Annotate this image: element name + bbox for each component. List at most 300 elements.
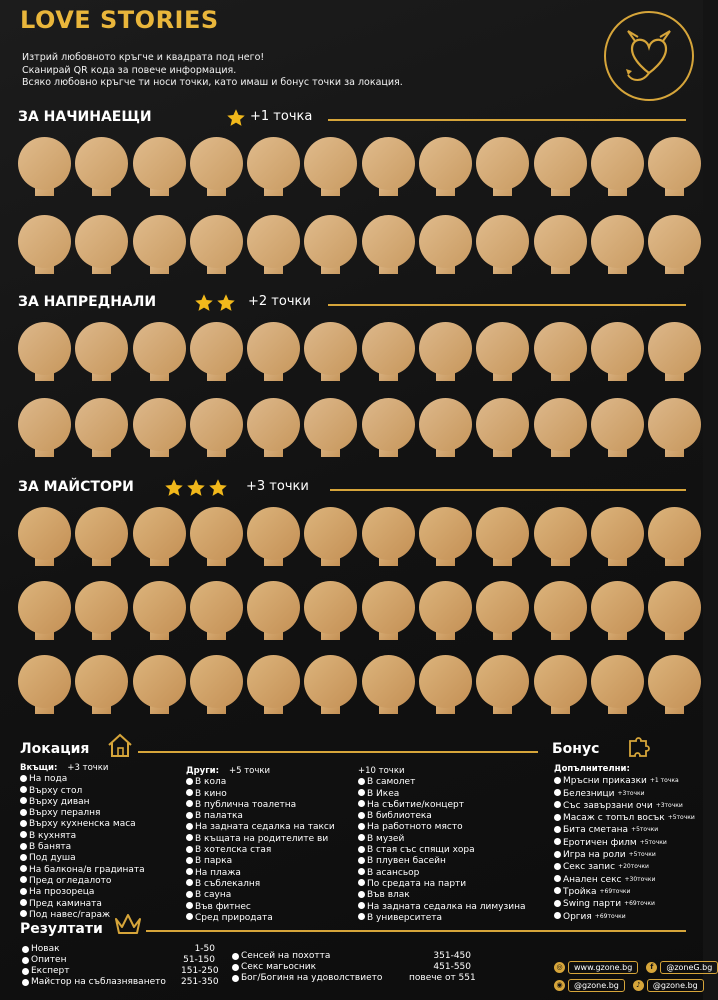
scratch-circle[interactable] — [362, 137, 415, 190]
scratch-circle[interactable] — [75, 655, 128, 708]
scratch-bubble[interactable] — [75, 581, 128, 641]
bonus-item — [554, 874, 695, 886]
scratch-circle[interactable] — [247, 215, 300, 268]
scratch-bubble[interactable] — [419, 581, 472, 641]
location-home-column — [20, 763, 145, 921]
bullet-icon — [186, 879, 193, 886]
result-row — [232, 962, 471, 973]
divider — [328, 304, 686, 306]
bonus-item-label: Оргия — [563, 911, 592, 922]
scratch-circle[interactable] — [18, 215, 71, 268]
list-item-label: На задната седалка на лимузина — [367, 901, 526, 912]
bullet-icon — [554, 887, 561, 894]
list-item-label: В публична тоалетна — [195, 799, 297, 810]
scratch-circle[interactable] — [419, 507, 472, 560]
bullet-icon — [22, 946, 29, 953]
scratch-circle[interactable] — [419, 398, 472, 451]
scratch-bubble[interactable] — [362, 507, 415, 567]
scratch-circle[interactable] — [133, 137, 186, 190]
scratch-bubble[interactable] — [304, 137, 357, 197]
scratch-bubble[interactable] — [75, 398, 128, 458]
scratch-circle[interactable] — [247, 581, 300, 634]
bullet-icon — [554, 912, 561, 919]
scratch-bubble[interactable] — [591, 322, 644, 382]
page-title: LOVE STORIES — [20, 6, 219, 34]
result-range: 1-50 — [194, 944, 215, 954]
bonus-title: Бонус — [552, 741, 600, 757]
scratch-circle[interactable] — [476, 137, 529, 190]
scratch-bubble[interactable] — [419, 137, 472, 197]
scratch-circle[interactable] — [591, 322, 644, 375]
star-icon — [164, 478, 184, 498]
list-item-label: В парка — [195, 856, 233, 867]
scratch-circle[interactable] — [419, 581, 472, 634]
scratch-circle[interactable] — [362, 398, 415, 451]
scratch-circle[interactable] — [133, 655, 186, 708]
scratch-circle[interactable] — [304, 655, 357, 708]
scratch-circle[interactable] — [190, 507, 243, 560]
bullet-icon — [20, 910, 27, 917]
scratch-bubble[interactable] — [190, 322, 243, 382]
scratch-bubble[interactable] — [18, 398, 71, 458]
scratch-bubble[interactable] — [247, 322, 300, 382]
scratch-circle[interactable] — [133, 581, 186, 634]
scratch-circle[interactable] — [419, 322, 472, 375]
scratch-bubble[interactable] — [362, 322, 415, 382]
scratch-bubble[interactable] — [476, 215, 529, 275]
scratch-circle[interactable] — [591, 507, 644, 560]
scratch-bubble[interactable] — [18, 581, 71, 641]
scratch-bubble[interactable] — [304, 581, 357, 641]
scratch-circle[interactable] — [75, 581, 128, 634]
bonus-item — [554, 886, 695, 898]
scratch-bubble[interactable] — [648, 137, 701, 197]
scratch-bubble[interactable] — [591, 137, 644, 197]
list-item-label: Под душа — [29, 853, 76, 864]
scratch-circle[interactable] — [648, 507, 701, 560]
bonus-item-label: Бита сметана — [563, 825, 629, 836]
scratch-circle[interactable] — [534, 215, 587, 268]
scratch-bubble[interactable] — [648, 215, 701, 275]
scratch-bubble[interactable] — [362, 398, 415, 458]
scratch-circle[interactable] — [247, 398, 300, 451]
list-item — [358, 789, 525, 800]
bonus-column — [554, 764, 695, 923]
bonus-item-label: Мръсни приказки — [563, 776, 647, 787]
scratch-bubble[interactable] — [476, 655, 529, 715]
scratch-circle[interactable] — [419, 215, 472, 268]
scratch-bubble[interactable] — [476, 137, 529, 197]
scratch-circle[interactable] — [476, 322, 529, 375]
scratch-bubble[interactable] — [304, 215, 357, 275]
scratch-circle[interactable] — [75, 398, 128, 451]
scratch-bubble[interactable] — [190, 581, 243, 641]
scratch-bubble[interactable] — [362, 581, 415, 641]
list-item-label: Във влак — [367, 890, 410, 901]
scratch-circle[interactable] — [304, 581, 357, 634]
scratch-circle[interactable] — [648, 581, 701, 634]
list-item-label: На плажа — [195, 867, 241, 878]
result-range: повече от 551 — [409, 973, 476, 983]
bullet-icon — [186, 812, 193, 819]
scratch-bubble[interactable] — [190, 137, 243, 197]
scratch-bubble[interactable] — [247, 137, 300, 197]
scratch-bubble[interactable] — [648, 322, 701, 382]
bullet-icon — [358, 891, 365, 898]
scratch-bubble[interactable] — [133, 398, 186, 458]
scratch-circle[interactable] — [75, 507, 128, 560]
scratch-bubble[interactable] — [591, 655, 644, 715]
scratch-circle[interactable] — [591, 581, 644, 634]
scratch-bubble[interactable] — [190, 215, 243, 275]
scratch-bubble[interactable] — [75, 655, 128, 715]
bullet-icon — [358, 913, 365, 920]
scratch-circle[interactable] — [190, 581, 243, 634]
scratch-circle[interactable] — [190, 137, 243, 190]
scratch-circle[interactable] — [133, 215, 186, 268]
list-item — [186, 834, 335, 845]
scratch-circle[interactable] — [648, 215, 701, 268]
scratch-bubble[interactable] — [304, 322, 357, 382]
list-item-label: В банята — [29, 842, 72, 853]
scratch-grid-beginners — [18, 137, 686, 275]
column-header-points: +5 точки — [229, 766, 271, 776]
bullet-icon — [20, 775, 27, 782]
scratch-circle[interactable] — [18, 581, 71, 634]
scratch-circle[interactable] — [362, 581, 415, 634]
scratch-bubble[interactable] — [190, 655, 243, 715]
scratch-bubble[interactable] — [419, 215, 472, 275]
scratch-circle[interactable] — [534, 507, 587, 560]
scratch-circle[interactable] — [591, 655, 644, 708]
scratch-circle[interactable] — [304, 137, 357, 190]
bonus-item-points: +5точки — [639, 838, 667, 846]
scratch-bubble[interactable] — [133, 655, 186, 715]
bonus-item — [554, 861, 695, 873]
scratch-bubble[interactable] — [476, 322, 529, 382]
scratch-bubble[interactable] — [304, 398, 357, 458]
column-header: Допълнителни: — [554, 764, 630, 774]
bonus-item — [554, 812, 695, 824]
scratch-circle[interactable] — [648, 655, 701, 708]
result-row — [22, 977, 219, 988]
scratch-bubble[interactable] — [534, 507, 587, 567]
bullet-icon — [186, 868, 193, 875]
bullet-icon — [358, 846, 365, 853]
result-range: 451-550 — [433, 962, 471, 972]
tiktok-icon: ♪ — [633, 980, 644, 991]
list-item-label: Върху диван — [29, 796, 90, 807]
scratch-circle[interactable] — [534, 322, 587, 375]
list-item-label: Върху кухненска маса — [29, 819, 136, 830]
scratch-bubble[interactable] — [247, 507, 300, 567]
bullet-icon — [20, 876, 27, 883]
scratch-bubble[interactable] — [190, 398, 243, 458]
scratch-bubble[interactable] — [304, 507, 357, 567]
scratch-circle[interactable] — [75, 322, 128, 375]
scratch-circle[interactable] — [75, 215, 128, 268]
bullet-icon — [22, 979, 29, 986]
scratch-circle[interactable] — [190, 398, 243, 451]
scratch-bubble[interactable] — [133, 137, 186, 197]
scratch-circle[interactable] — [18, 655, 71, 708]
section-title: ЗА НАЧИНАЕЩИ — [18, 109, 152, 125]
scratch-bubble[interactable] — [247, 215, 300, 275]
scratch-circle[interactable] — [190, 655, 243, 708]
bullet-icon — [554, 814, 561, 821]
bonus-item-label: Секс запис — [563, 862, 616, 873]
scratch-circle[interactable] — [304, 507, 357, 560]
scratch-bubble[interactable] — [591, 507, 644, 567]
result-range: 251-350 — [181, 977, 219, 987]
bullet-icon — [554, 863, 561, 870]
scratch-bubble[interactable] — [534, 398, 587, 458]
scratch-circle[interactable] — [591, 215, 644, 268]
section-title: ЗА НАПРЕДНАЛИ — [18, 294, 157, 310]
bullet-icon — [554, 789, 561, 796]
bullet-icon — [186, 800, 193, 807]
scratch-circle[interactable] — [534, 581, 587, 634]
list-item-label: В хотелска стая — [195, 845, 272, 856]
scratch-bubble[interactable] — [18, 215, 71, 275]
bonus-item-label: Белезници — [563, 788, 615, 799]
bullet-icon — [358, 834, 365, 841]
scratch-grid-advanced — [18, 322, 686, 458]
bonus-item-label: Тройка — [563, 886, 597, 897]
list-item-label: Във фитнес — [195, 901, 251, 912]
result-name: Опитен — [31, 955, 67, 965]
scratch-circle[interactable] — [648, 322, 701, 375]
tiktok-link[interactable]: @gzone.bg — [647, 979, 704, 992]
list-item-label: В библиотека — [367, 811, 432, 822]
bullet-icon — [186, 778, 193, 785]
facebook-link[interactable]: @zoneG.bg — [660, 961, 718, 974]
bullet-icon — [20, 820, 27, 827]
bonus-item-label: Масаж с топъл восък — [563, 813, 665, 824]
scratch-bubble[interactable] — [362, 655, 415, 715]
bullet-icon — [20, 797, 27, 804]
scratch-bubble[interactable] — [133, 507, 186, 567]
scratch-circle[interactable] — [476, 655, 529, 708]
location-title: Локация — [20, 741, 90, 757]
scratch-bubble[interactable] — [419, 322, 472, 382]
list-item-label: В стая със спящи хора — [367, 845, 475, 856]
scratch-bubble[interactable] — [362, 137, 415, 197]
scratch-circle[interactable] — [247, 507, 300, 560]
scratch-circle[interactable] — [247, 322, 300, 375]
scratch-circle[interactable] — [362, 215, 415, 268]
scratch-circle[interactable] — [304, 398, 357, 451]
scratch-circle[interactable] — [362, 655, 415, 708]
list-item — [20, 887, 145, 898]
website-link[interactable]: www.gzone.bg — [568, 961, 638, 974]
scratch-bubble[interactable] — [75, 507, 128, 567]
bullet-icon — [186, 846, 193, 853]
scratch-circle[interactable] — [476, 507, 529, 560]
scratch-circle[interactable] — [534, 398, 587, 451]
scratch-bubble[interactable] — [534, 322, 587, 382]
result-range: 351-450 — [433, 951, 471, 961]
scratch-bubble[interactable] — [534, 581, 587, 641]
scratch-circle[interactable] — [18, 398, 71, 451]
instagram-link[interactable]: @gzone.bg — [568, 979, 625, 992]
facebook-icon: f — [646, 962, 657, 973]
scratch-circle[interactable] — [362, 322, 415, 375]
scratch-bubble[interactable] — [534, 137, 587, 197]
scratch-bubble[interactable] — [304, 655, 357, 715]
result-range: 151-250 — [181, 966, 219, 976]
list-item — [20, 876, 145, 887]
scratch-bubble[interactable] — [648, 398, 701, 458]
list-item — [20, 819, 145, 830]
scratch-circle[interactable] — [247, 655, 300, 708]
scratch-circle[interactable] — [362, 507, 415, 560]
scratch-bubble[interactable] — [476, 581, 529, 641]
scratch-bubble[interactable] — [247, 655, 300, 715]
bullet-icon — [554, 875, 561, 882]
scratch-circle[interactable] — [247, 137, 300, 190]
scratch-bubble[interactable] — [591, 581, 644, 641]
bullet-icon — [358, 778, 365, 785]
scratch-circle[interactable] — [591, 137, 644, 190]
scratch-circle[interactable] — [476, 581, 529, 634]
star-icon — [216, 293, 236, 313]
scratch-circle[interactable] — [190, 215, 243, 268]
bullet-icon — [232, 975, 239, 982]
bullet-icon — [186, 913, 193, 920]
list-item-label: В асансьор — [367, 867, 420, 878]
scratch-bubble[interactable] — [18, 137, 71, 197]
list-item-label: На задната седалка на такси — [195, 822, 335, 833]
scratch-bubble[interactable] — [362, 215, 415, 275]
list-item — [20, 842, 145, 853]
scratch-circle[interactable] — [648, 137, 701, 190]
scratch-bubble[interactable] — [133, 215, 186, 275]
bullet-icon — [20, 865, 27, 872]
star-icon — [226, 108, 246, 128]
scratch-bubble[interactable] — [133, 322, 186, 382]
column-header-label: Други: — [186, 766, 219, 776]
intro-text — [22, 52, 403, 90]
puzzle-icon — [626, 733, 652, 759]
scratch-bubble[interactable] — [648, 507, 701, 567]
scratch-bubble[interactable] — [247, 398, 300, 458]
scratch-bubble[interactable] — [534, 655, 587, 715]
bullet-icon — [186, 834, 193, 841]
scratch-circle[interactable] — [133, 507, 186, 560]
list-item — [186, 777, 335, 788]
crown-icon — [113, 911, 143, 937]
result-row — [232, 973, 476, 984]
scratch-bubble[interactable] — [419, 507, 472, 567]
list-item — [358, 902, 525, 913]
scratch-bubble[interactable] — [476, 398, 529, 458]
scratch-circle[interactable] — [304, 215, 357, 268]
list-item — [20, 899, 145, 910]
list-item-label: В съблекалня — [195, 878, 261, 889]
scratch-circle[interactable] — [419, 137, 472, 190]
scratch-circle[interactable] — [133, 322, 186, 375]
bonus-item-points: +30точки — [624, 875, 656, 883]
scratch-circle[interactable] — [18, 137, 71, 190]
scratch-circle[interactable] — [534, 655, 587, 708]
bonus-item-label: Със завързани очи — [563, 800, 653, 811]
scratch-bubble[interactable] — [18, 655, 71, 715]
scratch-bubble[interactable] — [534, 215, 587, 275]
scratch-bubble[interactable] — [648, 581, 701, 641]
list-item-label: В плувен басейн — [367, 856, 446, 867]
scratch-bubble[interactable] — [648, 655, 701, 715]
scratch-circle[interactable] — [419, 655, 472, 708]
list-item — [20, 774, 145, 785]
scratch-circle[interactable] — [75, 137, 128, 190]
scratch-circle[interactable] — [476, 398, 529, 451]
bullet-icon — [20, 888, 27, 895]
scratch-bubble[interactable] — [591, 398, 644, 458]
list-item — [20, 853, 145, 864]
intro-line: Всяко любовно кръгче ти носи точки, като имаш и бонус точки за локация. — [22, 77, 403, 88]
social-row-2 — [554, 979, 704, 992]
list-item-label: Върху пералня — [29, 808, 101, 819]
results-title: Резултати — [20, 921, 103, 937]
list-item-label: По средата на парти — [367, 878, 467, 889]
scratch-bubble[interactable] — [247, 581, 300, 641]
globe-icon: ◎ — [554, 962, 565, 973]
list-item — [186, 856, 335, 867]
bonus-item — [554, 898, 695, 910]
bonus-item-points: +3точки — [655, 801, 683, 809]
scratch-bubble[interactable] — [133, 581, 186, 641]
scratch-bubble[interactable] — [18, 322, 71, 382]
instagram-icon: ◉ — [554, 980, 565, 991]
scratch-bubble[interactable] — [18, 507, 71, 567]
scratch-circle[interactable] — [18, 507, 71, 560]
scratch-bubble[interactable] — [591, 215, 644, 275]
list-item — [186, 879, 335, 890]
scratch-circle[interactable] — [476, 215, 529, 268]
scratch-bubble[interactable] — [75, 322, 128, 382]
list-item — [186, 868, 335, 879]
scratch-bubble[interactable] — [419, 655, 472, 715]
list-item — [20, 865, 145, 876]
scratch-bubble[interactable] — [75, 137, 128, 197]
bullet-icon — [20, 809, 27, 816]
list-item-label: В университета — [367, 912, 442, 923]
scratch-bubble[interactable] — [476, 507, 529, 567]
list-item — [358, 879, 525, 890]
bullet-icon — [358, 823, 365, 830]
column-header-points: +3 точки — [67, 763, 109, 773]
divider — [146, 930, 686, 932]
list-item-label: Върху стол — [29, 785, 83, 796]
house-icon — [106, 732, 134, 758]
scratch-circle[interactable] — [591, 398, 644, 451]
scratch-bubble[interactable] — [419, 398, 472, 458]
result-row — [232, 951, 471, 962]
scratch-bubble[interactable] — [75, 215, 128, 275]
scratch-circle[interactable] — [133, 398, 186, 451]
scratch-circle[interactable] — [648, 398, 701, 451]
scratch-bubble[interactable] — [190, 507, 243, 567]
scratch-circle[interactable] — [304, 322, 357, 375]
bullet-icon — [554, 777, 561, 784]
scratch-circle[interactable] — [190, 322, 243, 375]
column-header-label: Вкъщи: — [20, 763, 58, 773]
bullet-icon — [22, 957, 29, 964]
scratch-circle[interactable] — [534, 137, 587, 190]
scratch-circle[interactable] — [18, 322, 71, 375]
bullet-icon — [358, 789, 365, 796]
